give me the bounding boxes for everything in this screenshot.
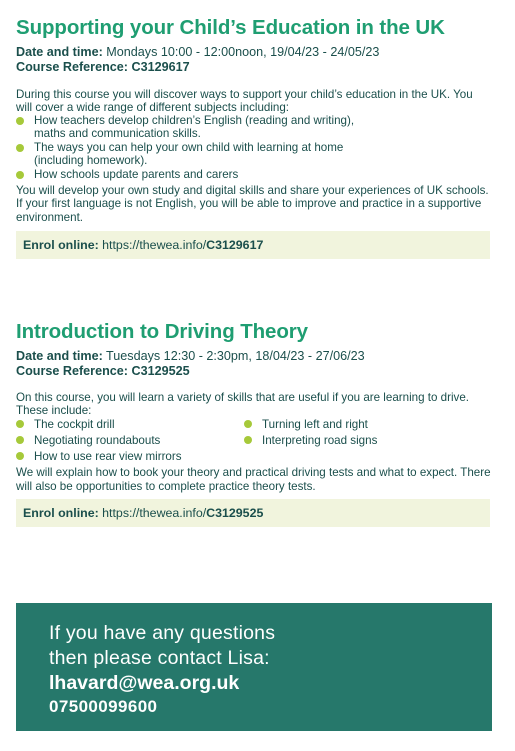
list-item: The ways you can help your own child with learning at home (including homework). [16,142,491,167]
bullet-dot-icon [16,452,24,460]
bullet-dot-icon [16,420,24,428]
course-driving-theory [16,318,491,527]
course-outro: You will develop your own study and digital skills and share your experiences of UK schools. If your first language is not English, you will be able to improve and practice in a supportive environment. [16,183,489,224]
subjects-list [16,115,491,182]
enrol-link[interactable]: https://thewea.info/C3129525 [98,506,264,520]
course-title: Supporting your Child’s Education in the UK [16,16,445,39]
reference-label: Course Reference: [16,60,128,74]
contact-email-link[interactable]: lhavard@wea.org.uk [49,672,240,694]
enrol-online-box [16,231,490,259]
list-item: Turning left and right [244,418,484,431]
contact-phone[interactable]: 07500099600 [49,697,158,716]
course-reference [16,60,491,75]
list-item: Negotiating roundabouts [16,434,244,447]
date-label: Date and time: [16,349,103,363]
course-date [16,45,491,60]
reference-value: C3129525 [128,364,190,378]
bullet-dot-icon [16,117,24,125]
enrol-link[interactable]: https://thewea.info/C3129617 [98,238,264,252]
reference-label: Course Reference: [16,364,128,378]
list-item: How schools update parents and carers [16,169,491,182]
enrol-online-box [16,499,490,527]
course-date [16,349,491,364]
date-value: Mondays 10:00 - 12:00noon, 19/04/23 - 24/05/23 [102,45,380,59]
course-intro: During this course you will discover ways to support your child’s education in the UK. You will cover a wide range of different subjects including: [16,88,473,114]
reference-value: C3129617 [128,60,190,74]
list-item: How to use rear view mirrors [16,450,244,463]
skills-list [16,418,491,463]
bullet-dot-icon [16,436,24,444]
course-supporting-child-education [16,14,491,259]
bullet-dot-icon [244,420,252,428]
list-item: The cockpit drill [16,418,244,431]
contact-box [16,603,492,731]
bullet-dot-icon [16,171,24,179]
list-item: How teachers develop children’s English (reading and writing), maths and communication skills. [16,115,491,140]
date-label: Date and time: [16,45,103,59]
bullet-dot-icon [244,436,252,444]
enrol-label: Enrol online: [23,238,99,252]
course-outro: We will explain how to book your theory and practical driving tests and what to expect. There will also be opportunities to complete practice theory tests. [16,466,491,493]
date-value: Tuesdays 12:30 - 2:30pm, 18/04/23 - 27/06/23 [102,349,365,363]
course-title: Introduction to Driving Theory [16,320,308,343]
enrol-label: Enrol online: [23,506,99,520]
course-reference [16,364,491,379]
course-intro: On this course, you will learn a variety of skills that are useful if you are learning to drive. These include: [16,391,470,417]
contact-line-2: then please contact Lisa: [49,647,270,669]
contact-line-1: If you have any questions [49,622,276,644]
bullet-dot-icon [16,144,24,152]
list-item: Interpreting road signs [244,434,484,447]
